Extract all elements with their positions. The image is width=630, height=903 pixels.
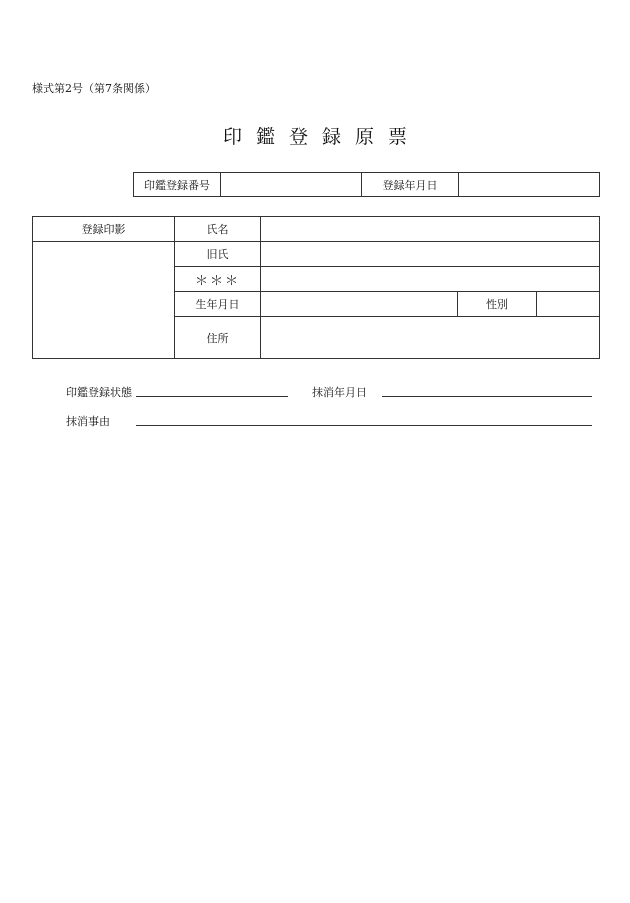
gender-label: 性別 bbox=[458, 292, 537, 317]
status-label: 印鑑登録状態 bbox=[66, 386, 132, 399]
registration-date-field[interactable] bbox=[459, 173, 600, 197]
seal-label: 登録印影 bbox=[33, 217, 175, 242]
cancel-date-label: 抹消年月日 bbox=[312, 386, 367, 399]
masked-field[interactable] bbox=[261, 267, 600, 292]
cancel-reason-line[interactable] bbox=[136, 425, 592, 426]
form-number: 様式第2号（第7条関係） bbox=[32, 82, 156, 95]
name-label: 氏名 bbox=[175, 217, 261, 242]
former-name-label: 旧氏 bbox=[175, 242, 261, 267]
cancel-date-line[interactable] bbox=[382, 396, 592, 397]
gender-field[interactable] bbox=[537, 292, 600, 317]
birthdate-field[interactable] bbox=[261, 292, 458, 317]
masked-label: ＊＊＊ bbox=[175, 267, 261, 292]
former-name-field[interactable] bbox=[261, 242, 600, 267]
birthdate-label: 生年月日 bbox=[175, 292, 261, 317]
seal-impression-area[interactable] bbox=[33, 242, 175, 359]
address-label: 住所 bbox=[175, 317, 261, 359]
name-field[interactable] bbox=[261, 217, 600, 242]
address-field[interactable] bbox=[261, 317, 600, 359]
registration-number-label: 印鑑登録番号 bbox=[134, 173, 221, 197]
status-line[interactable] bbox=[136, 396, 288, 397]
registrant-table bbox=[32, 216, 600, 359]
cancel-reason-label: 抹消事由 bbox=[66, 415, 110, 428]
page-title: 印鑑登録原票 bbox=[222, 126, 421, 148]
registration-date-label: 登録年月日 bbox=[362, 173, 459, 197]
registration-info-table bbox=[133, 172, 600, 197]
registration-number-field[interactable] bbox=[221, 173, 362, 197]
